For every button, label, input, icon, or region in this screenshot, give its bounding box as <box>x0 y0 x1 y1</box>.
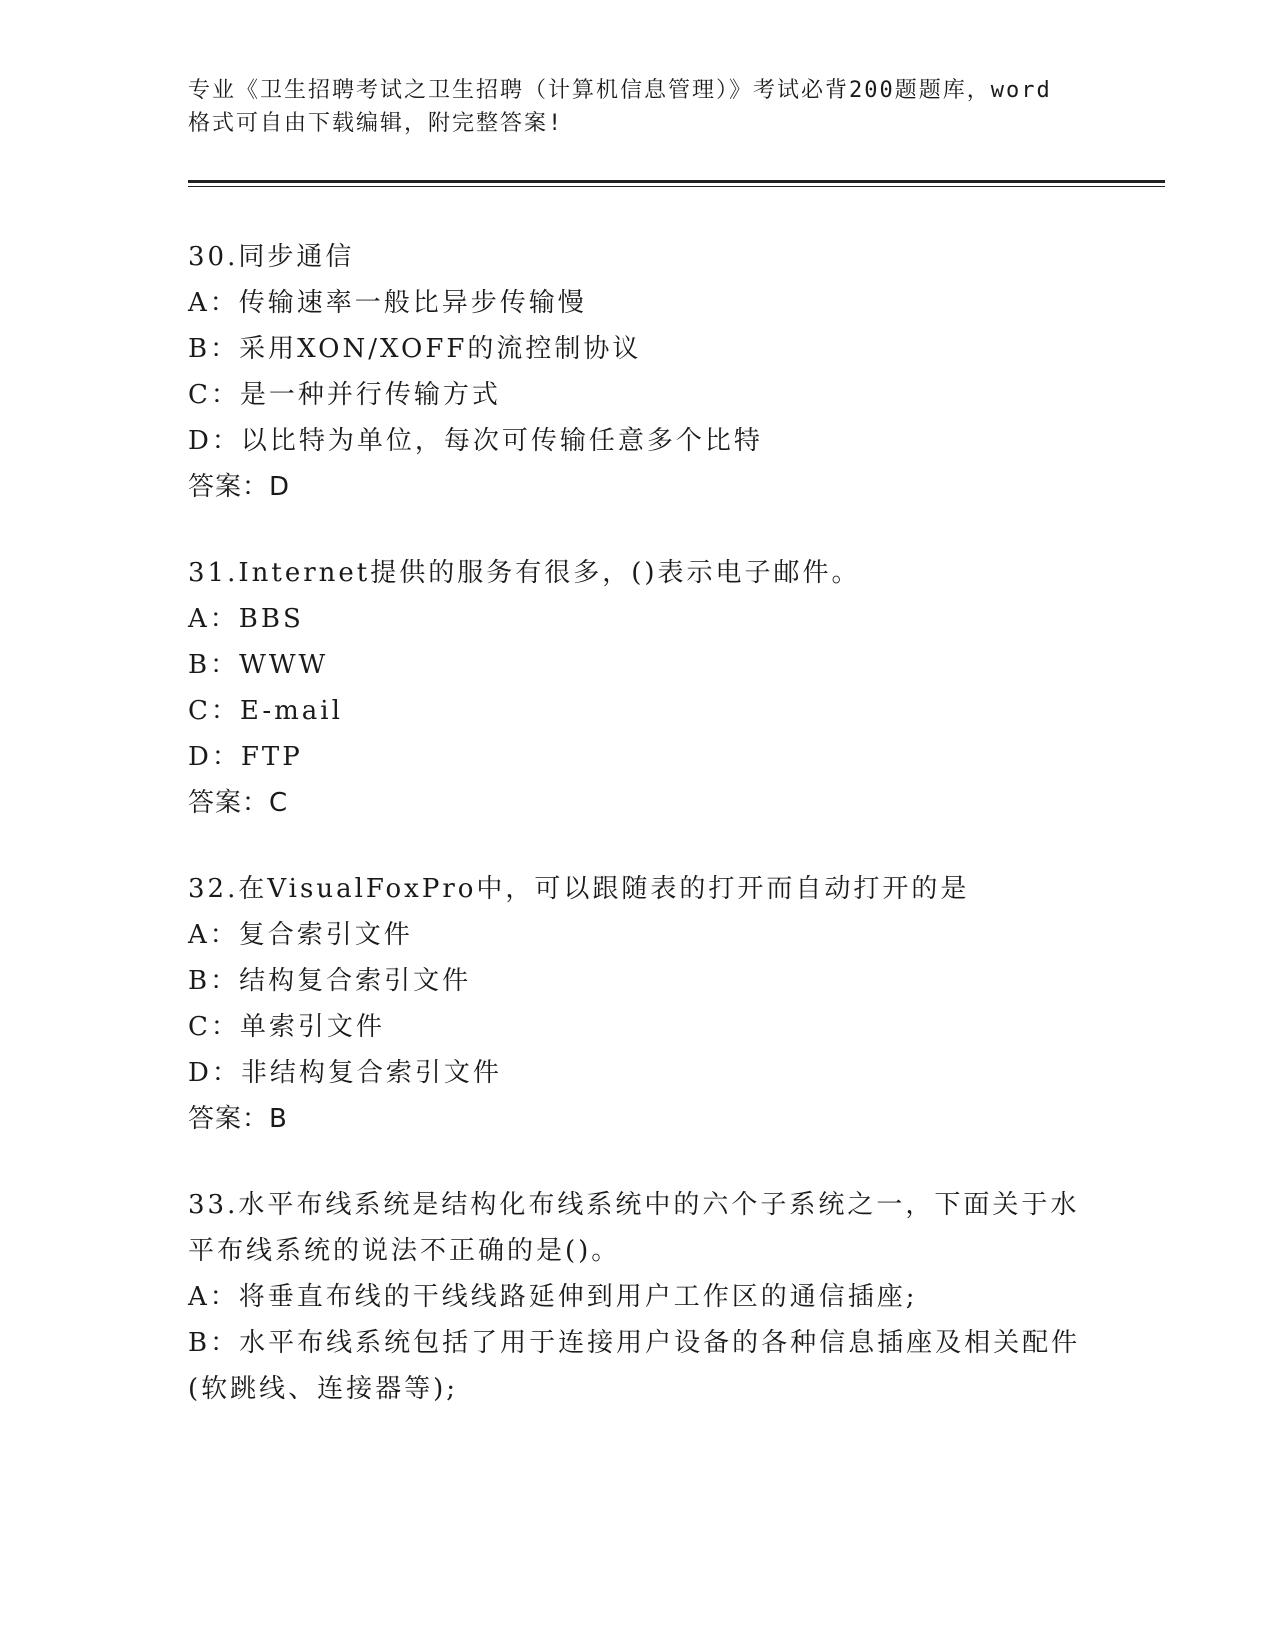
question-30 <box>188 234 1088 510</box>
question-33 <box>188 1182 1088 1412</box>
option-a: A：将垂直布线的干线线路延伸到用户工作区的通信插座; <box>188 1282 918 1312</box>
question-stem: 31.Internet提供的服务有很多，()表示电子邮件。 <box>188 558 861 588</box>
option-b: B：WWW <box>188 650 329 680</box>
option-b: B：水平布线系统包括了用于连接用户设备的各种信息插座及相关配件 <box>188 1328 1081 1358</box>
option-c: C：是一种并行传输方式 <box>188 380 501 410</box>
option-c: C：单索引文件 <box>188 1012 385 1042</box>
document-header <box>188 74 1088 140</box>
option-b-continuation: (软跳线、连接器等); <box>188 1374 459 1404</box>
question-stem-line-2: 平布线系统的说法不正确的是()。 <box>188 1236 621 1266</box>
question-31 <box>188 550 1088 826</box>
option-b: B：结构复合索引文件 <box>188 966 472 996</box>
header-divider-thick <box>188 180 1165 183</box>
option-d: D：FTP <box>188 742 303 772</box>
question-stem: 30.同步通信 <box>188 242 355 272</box>
answer-label: 答案：D <box>188 472 291 502</box>
option-a: A：BBS <box>188 604 304 634</box>
option-b: B：采用XON/XOFF的流控制协议 <box>188 334 642 364</box>
answer-label: 答案：B <box>188 1104 288 1134</box>
question-stem: 32.在VisualFoxPro中，可以跟随表的打开而自动打开的是 <box>188 874 970 904</box>
answer-label: 答案：C <box>188 788 289 818</box>
question-list <box>188 234 1088 1452</box>
option-c: C：E-mail <box>188 696 343 726</box>
header-divider-thin <box>188 186 1165 187</box>
header-line-1: 专业《卫生招聘考试之卫生招聘（计算机信息管理）》考试必背200题题库，word <box>188 78 1052 103</box>
option-a: A：复合索引文件 <box>188 920 413 950</box>
question-stem-line-1: 33.水平布线系统是结构化布线系统中的六个子系统之一，下面关于水 <box>188 1190 1080 1220</box>
question-32 <box>188 866 1088 1142</box>
option-d: D：非结构复合索引文件 <box>188 1058 502 1088</box>
option-a: A：传输速率一般比异步传输慢 <box>188 288 587 318</box>
option-d: D：以比特为单位，每次可传输任意多个比特 <box>188 426 763 456</box>
header-line-2: 格式可自由下载编辑，附完整答案! <box>188 111 564 136</box>
